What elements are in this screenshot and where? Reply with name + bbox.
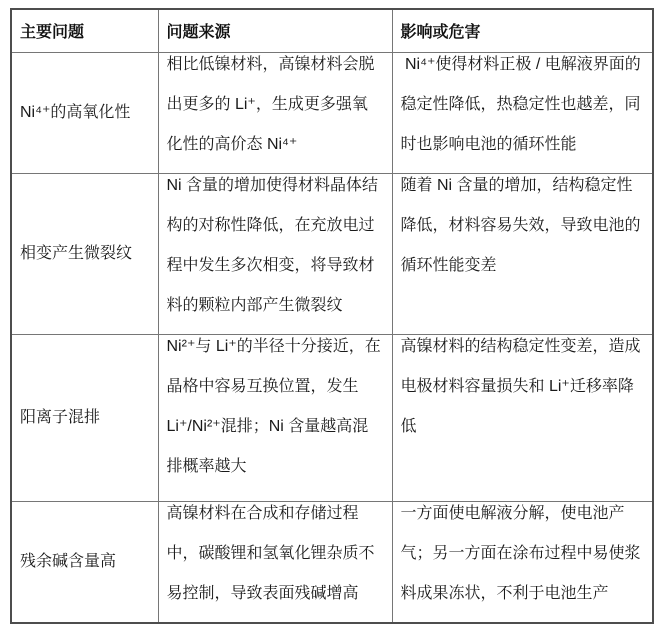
impact-text: 随着 Ni 含量的增加，结构稳定性降低，材料容易失效，导致电池的循环性能变差 [400, 176, 641, 274]
source-cell [158, 173, 392, 334]
impact-cell [392, 501, 653, 623]
impact-cell [392, 52, 653, 173]
problem-cell: 相变产生微裂纹 [11, 173, 158, 334]
table-row [11, 501, 653, 623]
source-text: Ni²⁺与 Li⁺的半径十分接近，在晶格中容易互换位置，发生 Li⁺/Ni²⁺混排；Ni 含量越高混排概率越大 [166, 337, 381, 475]
impact-text: Ni⁴⁺使得材料正极 / 电解液界面的稳定性降低，热稳定性也越差，同时也影响电池的循环性能 [400, 55, 641, 153]
table-row [11, 334, 653, 501]
header-row [11, 9, 653, 52]
source-text: 高镍材料在合成和存储过程中，碳酸锂和氢氧化锂杂质不易控制，导致表面残碱增高 [166, 504, 375, 602]
table-row [11, 173, 653, 334]
problems-table [10, 8, 654, 624]
problem-cell: 残余碱含量高 [11, 501, 158, 623]
source-cell [158, 334, 392, 501]
header-main-problem: 主要问题 [11, 9, 158, 52]
source-text: 相比低镍材料，高镍材料会脱出更多的 Li⁺，生成更多强氧化性的高价态 Ni⁴⁺ [166, 55, 375, 153]
source-cell [158, 52, 392, 173]
problem-cell: Ni⁴⁺的高氧化性 [11, 52, 158, 173]
impact-text: 高镍材料的结构稳定性变差，造成电极材料容量损失和 Li⁺迁移率降低 [400, 337, 641, 435]
problem-cell: 阳离子混排 [11, 334, 158, 501]
header-impact-harm: 影响或危害 [392, 9, 653, 52]
impact-text: 一方面使电解液分解，使电池产气；另一方面在涂布过程中易使浆料成果冻状，不利于电池生产 [400, 504, 641, 602]
table-row [11, 52, 653, 173]
source-cell [158, 501, 392, 623]
header-problem-source: 问题来源 [158, 9, 392, 52]
impact-cell [392, 334, 653, 501]
source-text: Ni 含量的增加使得材料晶体结构的对称性降低，在充放电过程中发生多次相变，将导致材料的颗粒内部产生微裂纹 [166, 176, 379, 314]
impact-cell [392, 173, 653, 334]
